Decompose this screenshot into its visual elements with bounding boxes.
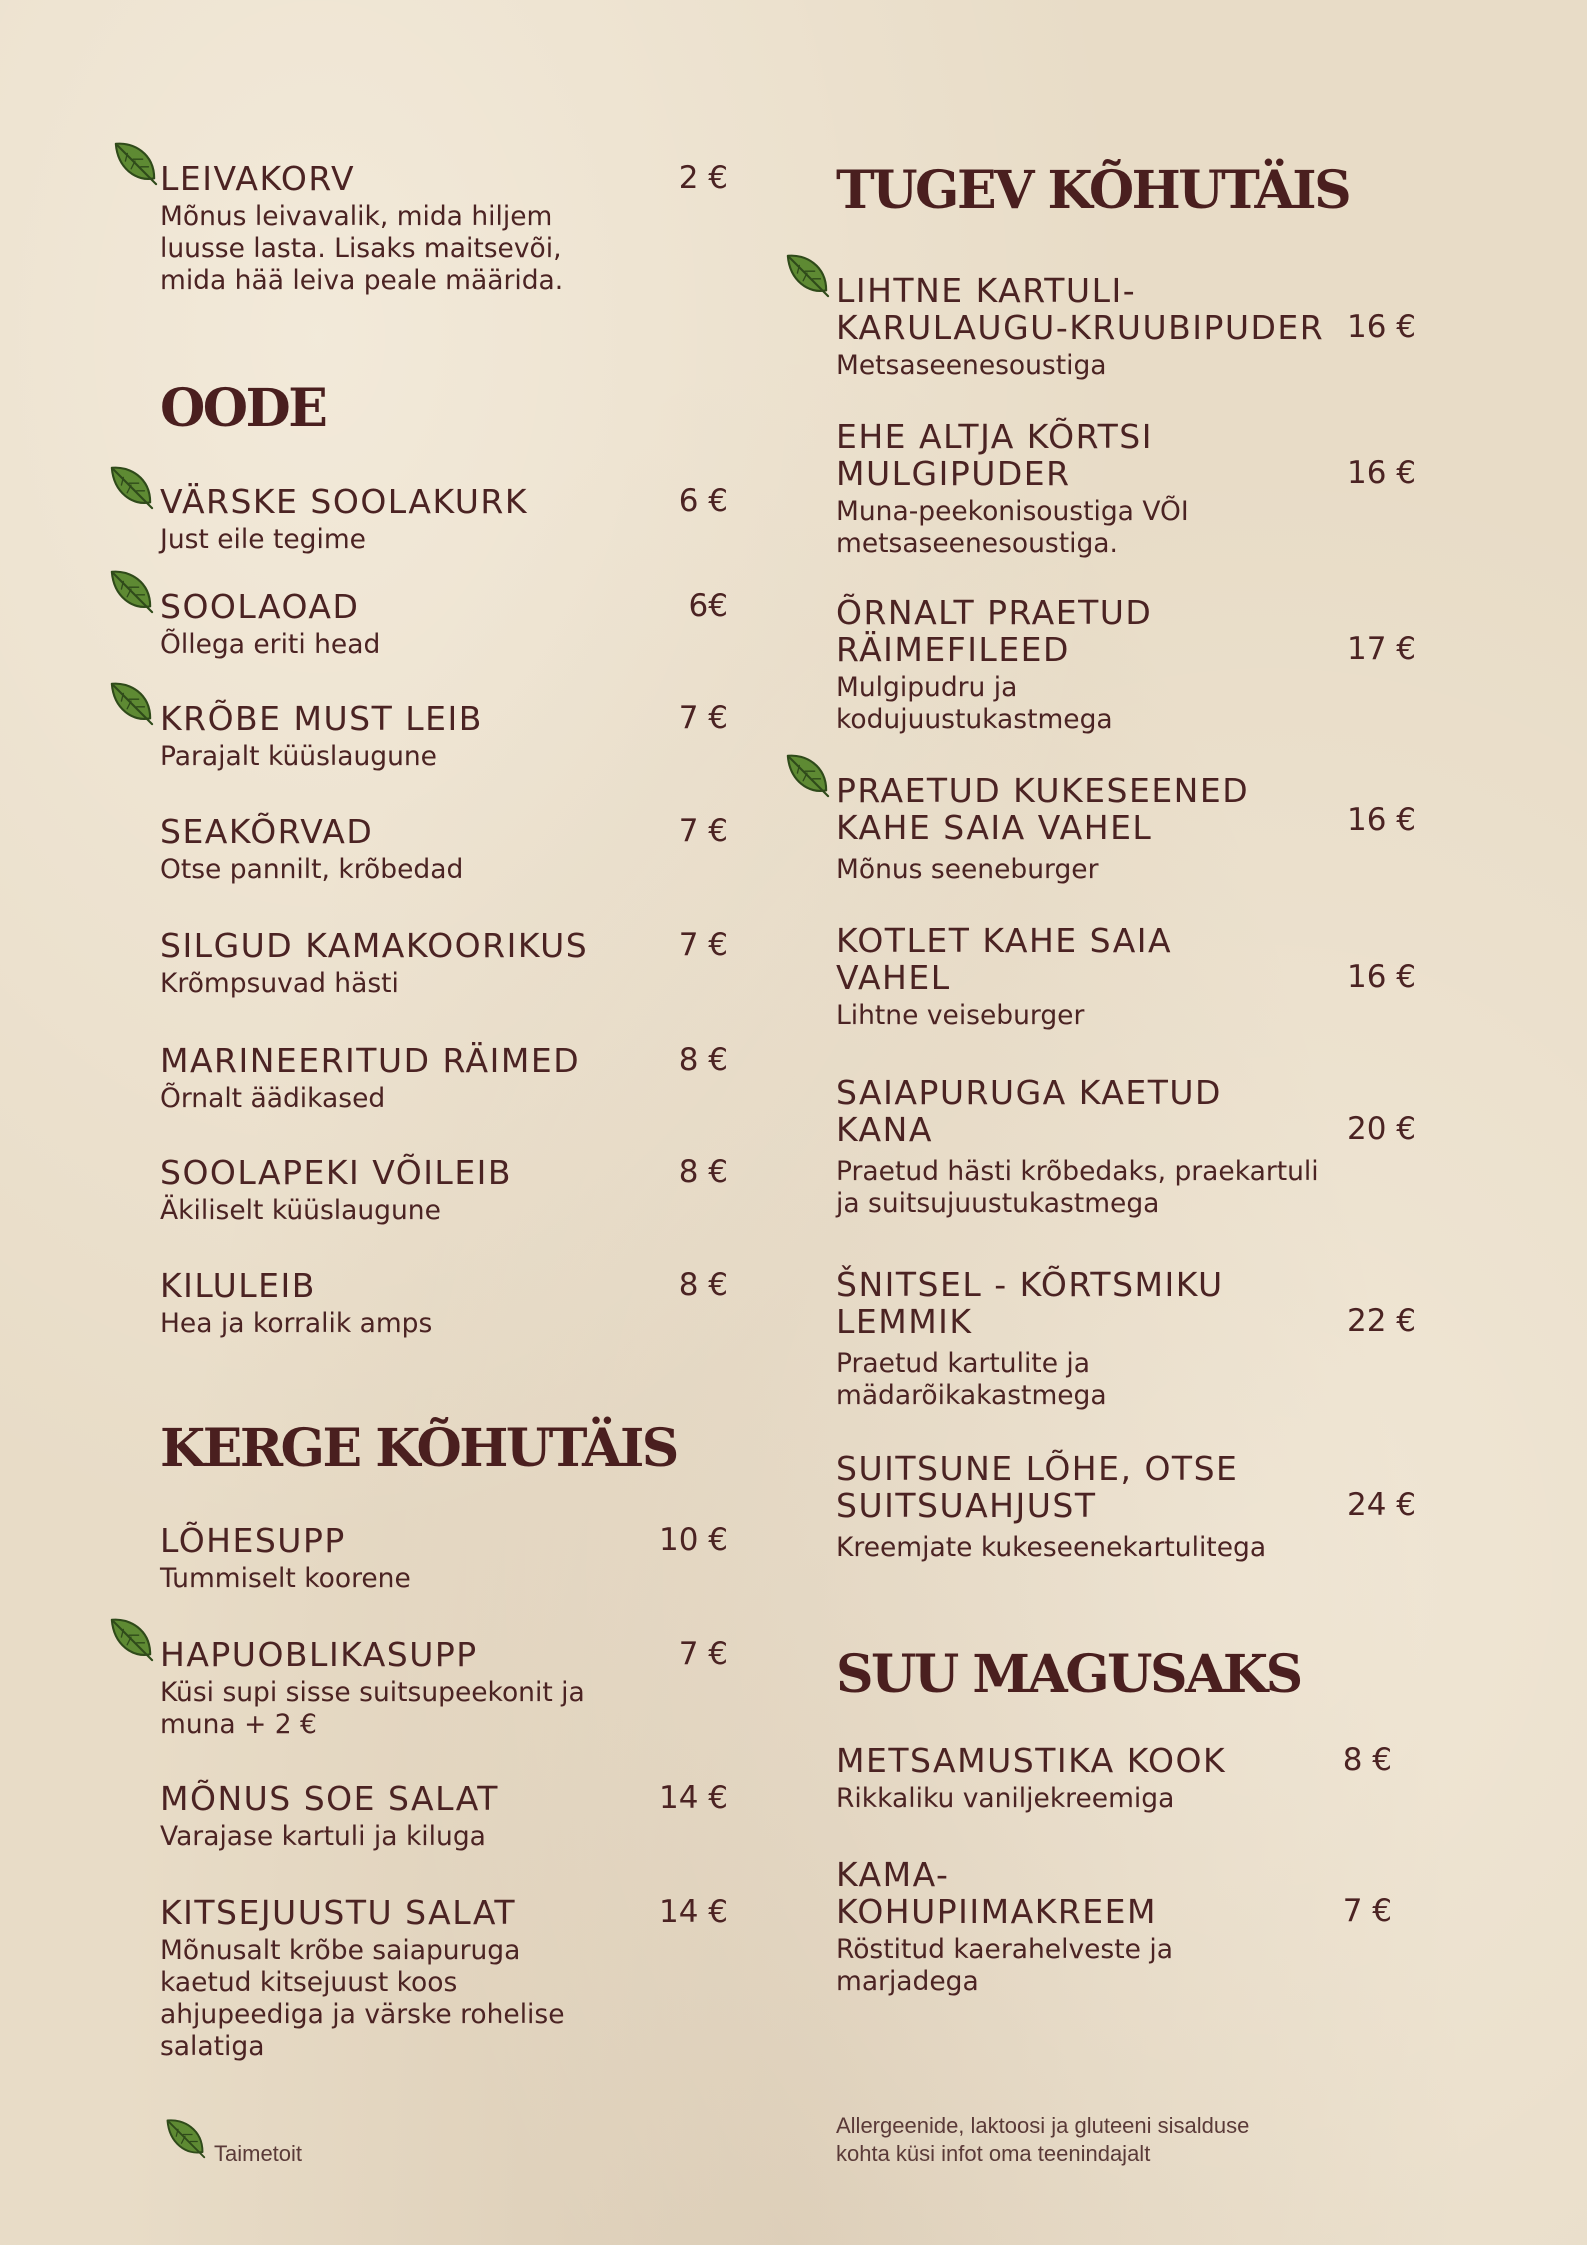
menu-item [160,1779,728,1853]
leaf-icon [112,140,158,186]
section-heading-kerge: KERGE KÕHUTÄIS [160,1418,677,1479]
item-price: 16 € [1346,802,1416,838]
item-name: LÕHESUPP [160,1521,346,1560]
item-description: Lihtne veiseburger [836,1000,1085,1031]
menu-item [160,159,728,297]
menu-item [160,1635,728,1741]
item-name: LIHTNE KARTULI- KARULAUGU-KRUUBIPUDER [836,271,1325,347]
item-description: Õllega eriti head [160,629,381,660]
vegetarian-legend: Taimetoit [214,2141,303,2166]
item-price: 7 € [678,813,728,849]
item-name: SOOLAPEKI VÕILEIB [160,1153,513,1192]
item-description: Tummiselt koorene [160,1563,411,1594]
item-price: 22 € [1346,1303,1416,1339]
menu-item [160,1893,728,2063]
item-name: KILULEIB [160,1266,316,1305]
item-name: KAMA- KOHUPIIMAKREEM [836,1855,1157,1931]
item-name: ÕRNALT PRAETUD RÄIMEFILEED [836,593,1153,669]
item-name: SEAKÕRVAD [160,812,374,851]
menu-item [836,1856,1416,1998]
item-price: 16 € [1346,455,1416,491]
item-description: Otse pannilt, krõbedad [160,854,464,885]
item-price: 10 € [658,1522,728,1558]
menu-item [160,1153,728,1227]
menu-item [836,418,1416,560]
menu-item [836,594,1416,736]
section-heading-tugev: TUGEV KÕHUTÄIS [836,160,1350,221]
item-name: KOTLET KAHE SAIA VAHEL [836,921,1173,997]
menu-item [160,587,728,661]
item-description: Parajalt küüslaugune [160,741,437,772]
item-price: 16 € [1346,309,1416,345]
menu-item [836,1742,1416,1815]
item-name: VÄRSKE SOOLAKURK [160,482,528,521]
item-name: SUITSUNE LÕHE, OTSE SUITSUAHJUST [836,1449,1239,1525]
item-description: Varajase kartuli ja kiluga [160,1821,486,1852]
item-name: METSAMUSTIKA KOOK [836,1741,1227,1780]
item-description: Õrnalt äädikased [160,1083,386,1114]
menu-item [836,772,1416,886]
item-name: SILGUD KAMAKOORIKUS [160,926,589,965]
item-price: 8 € [678,1267,728,1303]
item-price: 8 € [678,1042,728,1078]
item-name: SOOLAOAD [160,587,360,626]
menu-item [836,1074,1416,1220]
item-name: EHE ALTJA KÕRTSI MULGIPUDER [836,417,1153,493]
item-description: Äkiliselt küüslaugune [160,1195,441,1226]
menu-item [160,699,728,773]
item-name: MARINEERITUD RÄIMED [160,1041,581,1080]
leaf-icon [108,568,154,614]
item-price: 20 € [1346,1111,1416,1147]
menu-item [160,482,728,556]
item-description: Metsaseenesoustiga [836,350,1107,381]
item-description: Krõmpsuvad hästi [160,968,399,999]
menu-item [836,922,1416,1032]
menu-item [160,926,728,1000]
menu-item [160,1521,728,1595]
menu-item [836,1450,1416,1564]
item-price: 7 € [678,1636,728,1672]
item-price: 6€ [688,588,728,624]
section-heading-oode: OODE [160,378,326,439]
item-price: 7 € [1342,1893,1392,1929]
item-description: Praetud hästi krõbedaks, praekartuli ja suitsujuustukastmega [836,1156,1319,1219]
leaf-icon [108,680,154,726]
item-name: KITSEJUUSTU SALAT [160,1893,517,1932]
item-price: 8 € [1342,1742,1392,1778]
item-description: Just eile tegime [160,524,366,555]
menu-item [836,272,1416,382]
item-name: MÕNUS SOE SALAT [160,1779,499,1818]
item-description: Hea ja korralik amps [160,1308,433,1339]
menu-item [160,812,728,886]
item-description: Mõnusalt krõbe saiapuruga kaetud kitsejuust koos ahjupeediga ja värske rohelise salatiga [160,1935,565,2062]
item-price: 2 € [678,160,728,196]
item-description: Mulgipudru ja kodujuustukastmega [836,672,1113,735]
item-price: 24 € [1346,1487,1416,1523]
item-description: Praetud kartulite ja mädarõikakastmega [836,1348,1107,1411]
item-name: LEIVAKORV [160,159,356,198]
leaf-icon [108,464,154,510]
item-price: 6 € [678,483,728,519]
item-name: HAPUOBLIKASUPP [160,1635,478,1674]
item-price: 7 € [678,700,728,736]
section-heading-magus: SUU MAGUSAKS [836,1644,1301,1705]
menu-item [836,1266,1416,1412]
item-name: SAIAPURUGA KAETUD KANA [836,1073,1222,1149]
allergen-note: Allergeenide, laktoosi ja gluteeni sisalduse kohta küsi infot oma teenindajalt [836,2113,1250,2166]
item-price: 16 € [1346,959,1416,995]
item-price: 14 € [658,1780,728,1816]
item-description: Küsi supi sisse suitsupeekonit ja muna + 2 € [160,1677,585,1740]
item-name: PRAETUD KUKESEENED KAHE SAIA VAHEL [836,771,1250,847]
leaf-icon [784,252,830,298]
leaf-icon [108,1616,154,1662]
item-description: Röstitud kaerahelveste ja marjadega [836,1934,1173,1997]
menu-item [160,1266,728,1340]
item-name: ŠNITSEL - KÕRTSMIKU LEMMIK [836,1265,1224,1341]
menu-item [160,1041,728,1115]
item-description: Mõnus leivavalik, mida hiljem luusse lasta. Lisaks maitsevõi, mida hää leiva peale määrida. [160,201,564,296]
item-description: Kreemjate kukeseenekartulitega [836,1532,1267,1563]
leaf-icon [784,752,830,798]
item-description: Rikkaliku vaniljekreemiga [836,1783,1175,1814]
item-price: 8 € [678,1154,728,1190]
item-name: KRÕBE MUST LEIB [160,699,483,738]
leaf-icon [164,2117,206,2159]
item-price: 7 € [678,927,728,963]
item-description: Mõnus seeneburger [836,854,1099,885]
item-price: 17 € [1346,631,1416,667]
item-description: Muna-peekonisoustiga VÕI metsaseenesoustiga. [836,496,1189,559]
item-price: 14 € [658,1894,728,1930]
